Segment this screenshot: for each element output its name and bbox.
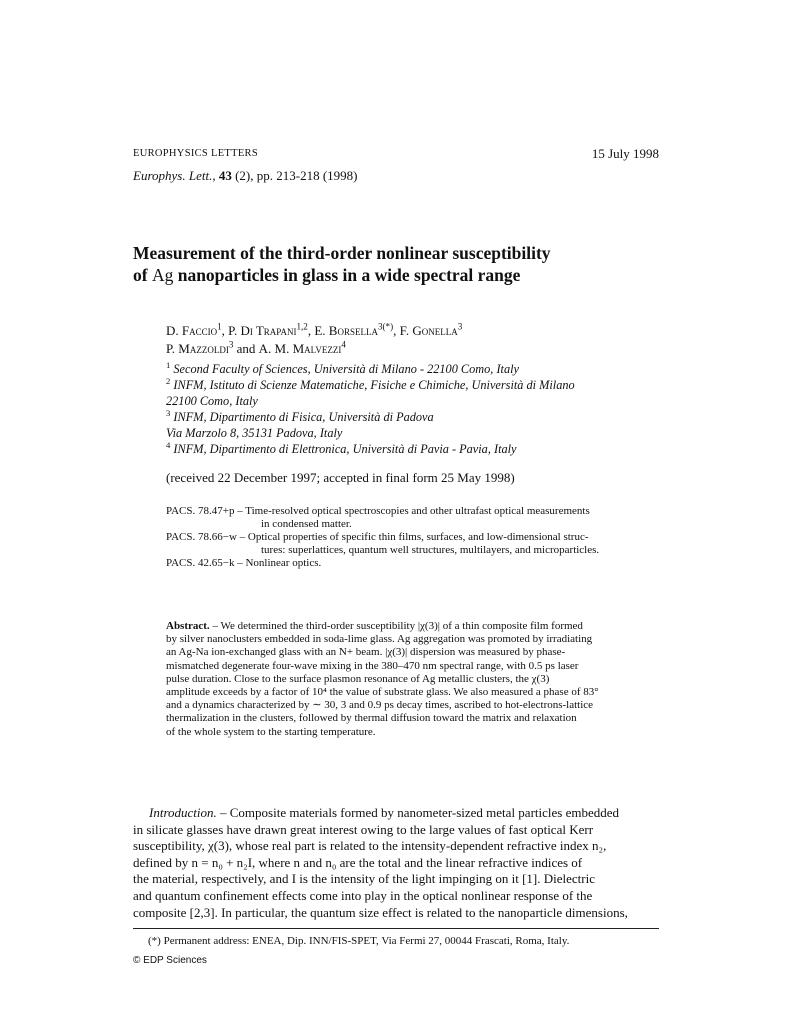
- intro-line: defined by n = n₀ + n₂I, where n and n₀ are the total and the linear refractive indices of: [133, 854, 583, 870]
- citation-volume: 43: [218, 168, 232, 183]
- received-dates: (received 22 December 1997; accepted in final form 25 May 1998): [166, 470, 515, 485]
- intro-line: and quantum confinement effects come into play in the optical nonlinear response of the: [133, 887, 593, 903]
- introduction: [133, 805, 659, 921]
- abstract-line: mismatched degenerate four-wave mixing in the 380–470 nm spectral range, with 0.5 ps laser: [166, 659, 579, 672]
- paper-title: [133, 242, 551, 286]
- title-line-1: Measurement of the third-order nonlinear susceptibility: [133, 243, 551, 263]
- intro-line: Introduction. – Composite materials formed by nanometer-sized metal particles embedded: [149, 805, 620, 820]
- abstract-line: an Ag-Na ion-exchanged glass with an N+ beam. |χ(3)| dispersion was measured by phase-: [166, 646, 566, 659]
- author-list: [166, 322, 462, 358]
- affiliations: [166, 361, 575, 457]
- author-name: D. Faccio: [166, 323, 218, 338]
- authors-line-2: P. Mazzoldi$^3$ and A. M. Malvezzi$^4$: [166, 339, 346, 356]
- abstract-line: amplitude exceeds by a factor of 10⁴ the value of substrate glass. We also measured a phase of 83°: [166, 686, 599, 699]
- abstract: [166, 620, 660, 739]
- footnote: (*) Permanent address: ENEA, Dip. INN/FIS-SPET, Via Fermi 27, 00044 Frascati, Roma, Italy.: [148, 935, 570, 947]
- affiliation-cont: Via Marzolo 8, 35131 Padova, Italy: [166, 426, 343, 440]
- title-element: Ag: [151, 265, 174, 285]
- abstract-line: pulse duration. Close to the surface plasmon resonance of Ag metallic clusters, the χ(3): [166, 672, 550, 685]
- author-name: P. Di Trapani: [228, 323, 297, 338]
- affiliation: $^1$ Second Faculty of Sciences, Università di Milano - 22100 Como, Italy: [166, 359, 519, 376]
- issue-date: 15 July 1998: [591, 146, 659, 161]
- abstract-label: Abstract.: [166, 620, 210, 632]
- pacs-entry: PACS. 78.66−w – Optical properties of specific thin films, surfaces, and low-dimensional struc-: [166, 531, 589, 543]
- copyright: © EDP Sciences: [133, 955, 207, 966]
- pacs-entry: PACS. 78.47+p – Time-resolved optical spectroscopies and other ultrafast optical measurements: [166, 505, 590, 517]
- intro-line: susceptibility, χ(3), whose real part is related to the intensity-dependent refractive index n₂,: [133, 838, 607, 854]
- intro-line: the material, respectively, and I is the intensity of the light impinging on it [1]. Dielectric: [133, 871, 595, 887]
- affiliation: $^4$ INFM, Dipartimento di Elettronica, Università di Pavia - Pavia, Italy: [166, 439, 517, 456]
- pacs-entry: PACS. 42.65−k – Nonlinear optics.: [166, 557, 322, 569]
- abstract-line: of the whole system to the starting temperature.: [166, 725, 376, 738]
- pacs-entry-cont: tures: superlattices, quantum well structures, multilayers, and microparticles.: [261, 544, 600, 556]
- pacs-codes: [166, 505, 660, 570]
- author-name: P. Mazzoldi: [166, 341, 229, 356]
- affiliation: $^2$ INFM, Istituto di Scienze Matematiche, Fisiche e Chimiche, Università di Milano: [166, 375, 575, 392]
- abstract-line: and a dynamics characterized by ∼ 30, 3 and 0.9 ps decay times, ascribed to hot-electrons-lattice: [166, 699, 594, 712]
- citation-journal: Europhys. Lett.: [133, 168, 213, 183]
- abstract-line: Abstract. – We determined the third-order susceptibility |χ(3)| of a thin composite film formed: [166, 620, 583, 632]
- abstract-line: by silver nanoclusters embedded in soda-lime glass. Ag aggregation was promoted by irradiating: [166, 633, 593, 646]
- affiliation: $^3$ INFM, Dipartimento di Fisica, Università di Padova: [166, 407, 434, 424]
- footnote-rule: [133, 928, 659, 929]
- intro-line: in silicate glasses have drawn great interest owing to the large values of fast optical Kerr: [133, 821, 594, 837]
- section-heading: Introduction.: [149, 805, 217, 820]
- citation-rest: (2), pp. 213-218 (1998): [235, 168, 358, 183]
- author-name: F. Gonella: [399, 323, 458, 338]
- citation: Europhys. Lett., 43 (2), pp. 213-218 (1998): [133, 168, 358, 183]
- authors-line-1: D. Faccio$^1$, P. Di Trapani$^{1,2}$, E. Borsella$^{3(*)}$, F. Gonella$^3$: [166, 321, 463, 338]
- pacs-entry-cont: in condensed matter.: [261, 518, 352, 530]
- abstract-line: thermalization in the clusters, followed by thermal diffusion toward the matrix and relaxation: [166, 712, 577, 725]
- affiliation-cont: 22100 Como, Italy: [166, 394, 258, 408]
- author-name: A. M. Malvezzi: [258, 341, 342, 356]
- journal-name: EUROPHYSICS LETTERS: [133, 148, 259, 159]
- title-line-2: of Ag nanoparticles in glass in a wide spectral range: [133, 265, 521, 285]
- author-name: E. Borsella: [314, 323, 378, 338]
- intro-line: composite [2,3]. In particular, the quantum size effect is related to the nanoparticle dimensions,: [133, 904, 628, 920]
